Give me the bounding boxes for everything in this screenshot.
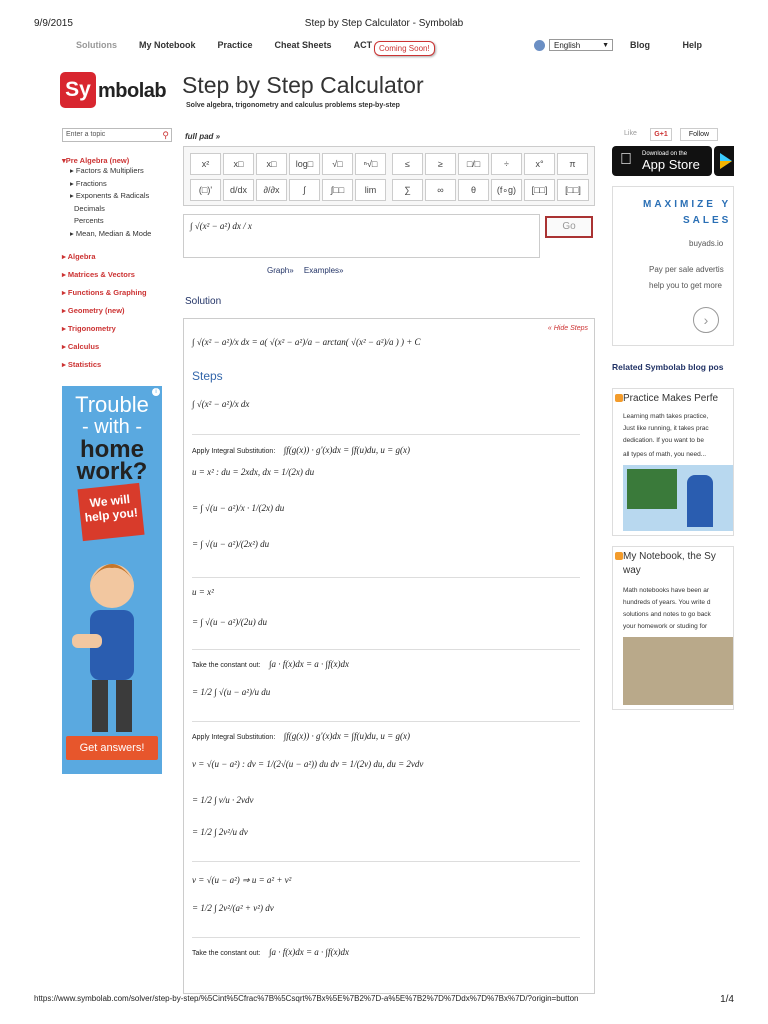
app-store-small: Download on the (642, 151, 688, 157)
sidebar-item-trigonometry[interactable]: ▸ Trigonometry (62, 324, 116, 333)
sidebar-subitem-percents[interactable]: Percents (74, 216, 104, 225)
search-icon[interactable]: ⚲ (162, 130, 169, 140)
ad-headline-2: SALES (683, 215, 732, 226)
sidebar-item-functions[interactable]: ▸ Functions & Graphing (62, 288, 147, 297)
solution-panel (183, 318, 595, 994)
solution-label: Solution (185, 296, 222, 307)
key-matrix[interactable]: [□□] (524, 179, 555, 201)
key-log[interactable]: log□ (289, 153, 320, 175)
blog-card-notebook[interactable] (612, 546, 734, 710)
step-row (192, 659, 349, 669)
key-composition[interactable]: (f∘g) (491, 179, 522, 201)
step-row: v = √(u − a²) : dv = 1/(2√(u − a²)) du dv = 1/(2v) du, du = 2vdv (192, 759, 424, 769)
sidebar-item-calculus[interactable]: ▸ Calculus (62, 342, 100, 351)
sidebar (62, 150, 180, 369)
page-subtitle: Solve algebra, trigonometry and calculus problems step-by-step (186, 102, 400, 109)
ad-line-2: - with - (82, 416, 142, 438)
follow-button[interactable]: Follow (680, 128, 718, 141)
ad-desc-2: help you to get more (649, 281, 722, 290)
step-row: = ∫ √(u − a²)/(2x²) du (192, 539, 270, 549)
ad-desc-1: Pay per sale advertis (649, 265, 724, 274)
blog-card-line: your homework or studing for (623, 623, 708, 630)
step-note: Apply Integral Substitution: (192, 734, 276, 741)
step-divider (192, 861, 580, 862)
topic-search-placeholder: Enter a topic (66, 131, 106, 138)
page-title: Step by Step Calculator (182, 72, 424, 98)
step-row: = 1/2 ∫ v/u · 2vdv (192, 795, 254, 805)
step-formula: ∫a · f(x)dx = a · ∫f(x)dx (269, 947, 349, 957)
ad-info-icon[interactable]: i (152, 388, 160, 396)
print-header (34, 18, 734, 30)
step-note: Take the constant out: (192, 662, 261, 669)
key-divide[interactable]: ÷ (491, 153, 522, 175)
sidebar-item-algebra[interactable]: ▸ Algebra (62, 252, 96, 261)
ad-headline-1: MAXIMIZE Y (643, 199, 732, 210)
right-nav (630, 40, 732, 50)
sidebar-subitem-fractions[interactable]: ▸ Fractions (70, 178, 107, 188)
step-row: u = x² (192, 587, 214, 597)
print-page-number: 1/4 (720, 994, 734, 1005)
print-title: Step by Step Calculator - Symbolab (304, 18, 464, 29)
step-row: = ∫ √(u − a²)/(2u) du (192, 617, 267, 627)
app-store-large: App Store (642, 157, 700, 172)
language-select[interactable] (549, 39, 613, 51)
key-nth-root[interactable]: ⁿ√□ (355, 153, 386, 175)
nav-practice[interactable]: Practice (217, 40, 253, 50)
play-icon (714, 146, 734, 176)
expression-input[interactable] (183, 214, 540, 258)
logo-wordmark[interactable]: mbolab (98, 80, 167, 102)
ad-line-1: Trouble (75, 392, 149, 417)
step-note: Apply Integral Substitution: (192, 448, 276, 455)
step-note: Take the constant out: (192, 950, 261, 957)
sidebar-subitem-factors[interactable]: ▸ Factors & Multipliers (70, 166, 144, 175)
step-row: = 1/2 ∫ 2v²/u dv (192, 827, 248, 837)
blog-card-title[interactable]: Practice Makes Perfe (623, 393, 719, 404)
blog-card-title-cont[interactable]: way (623, 565, 641, 576)
logo-mark[interactable]: Sy (60, 72, 96, 108)
homework-ad[interactable] (62, 386, 162, 774)
ad-line-3: home (79, 436, 144, 463)
nav-help[interactable]: Help (682, 40, 703, 50)
key-derivative-prime[interactable]: (□)' (190, 179, 221, 201)
key-pi[interactable]: π (557, 153, 588, 175)
nav-solutions[interactable]: Solutions (76, 40, 117, 50)
sidebar-subitem-mean-median-mode[interactable]: ▸ Mean, Median & Mode (70, 228, 152, 238)
step-divider (192, 577, 580, 578)
blog-card-title[interactable]: My Notebook, the Sy (623, 551, 716, 562)
result-links (267, 266, 352, 275)
language-value: English (554, 41, 581, 50)
key-definite-integral[interactable]: ∫□□ (322, 179, 353, 201)
key-x-subscript[interactable]: x□ (256, 153, 287, 175)
full-pad-link[interactable]: full pad » (185, 132, 221, 141)
key-d-dx[interactable]: d/dx (223, 179, 254, 201)
get-answers-button[interactable]: Get answers! (66, 736, 158, 760)
topic-search-input[interactable] (62, 128, 172, 142)
nav-blog[interactable]: Blog (630, 40, 650, 50)
top-nav (76, 40, 394, 56)
blog-card-line: dedication. If you want to be (623, 437, 704, 444)
key-sqrt[interactable]: √□ (322, 153, 353, 175)
sidebar-item-pre-algebra[interactable]: ▾Pre Algebra (new) (62, 156, 130, 165)
key-matrix-large[interactable]: [□□] (557, 179, 589, 201)
ad-badge: We will help you! (77, 483, 144, 541)
blog-card-line: Learning math takes practice, (623, 413, 709, 420)
language-picker[interactable] (534, 39, 613, 51)
nav-act[interactable]: ACT (353, 40, 373, 50)
blogger-icon (615, 552, 623, 560)
sidebar-item-geometry[interactable]: ▸ Geometry (new) (62, 306, 125, 315)
dropdown-caret-icon: ▼ (602, 42, 609, 49)
step-row (192, 731, 410, 741)
step-row: = 1/2 ∫ √(u − a²)/u du (192, 687, 271, 697)
go-button[interactable]: Go (545, 216, 593, 238)
ad-line-4: work? (76, 458, 148, 485)
blog-card-practice[interactable] (612, 388, 734, 536)
boy-illustration (72, 546, 152, 732)
key-limit[interactable]: lim (355, 179, 386, 201)
coming-soon-badge: Coming Soon! (374, 41, 435, 56)
step-row: ∫ √(x² − a²)/x dx (192, 399, 250, 409)
chevron-right-icon[interactable]: › (693, 307, 719, 333)
sidebar-subitem-decimals[interactable]: Decimals (74, 203, 105, 213)
sidebar-item-matrices[interactable]: ▸ Matrices & Vectors (62, 270, 135, 279)
examples-link[interactable]: Examples» (303, 266, 344, 275)
teacher-figure (687, 475, 713, 527)
sidebar-item-statistics[interactable]: ▸ Statistics (62, 360, 102, 369)
print-url: https://www.symbolab.com/solver/step-by-step/%5Cint%5Cfrac%7B%5Csqrt%7Bx%5E%7B2%7D-a%5E%7B2%7D%7Ddx%7D%7Bx%7D/?origin=button (34, 994, 579, 1003)
print-footer (34, 994, 734, 1006)
related-blog-heading: Related Symbolab blog pos (612, 362, 724, 372)
key-theta[interactable]: θ (458, 179, 489, 201)
step-row (192, 445, 410, 455)
apple-icon (620, 151, 632, 169)
step-formula: ∫f(g(x)) · g'(x)dx = ∫f(u)du, u = g(x) (283, 445, 410, 455)
step-row: u = x² : du = 2xdx, dx = 1/(2x) du (192, 467, 315, 477)
step-divider (192, 434, 580, 435)
app-store-badge[interactable] (612, 146, 712, 176)
globe-icon (534, 40, 545, 51)
blog-card-line: Math notebooks have been ar (623, 587, 710, 594)
notebook-image (623, 637, 734, 705)
key-leq[interactable]: ≤ (392, 153, 423, 175)
key-x-power[interactable]: x□ (223, 153, 254, 175)
google-plus-button[interactable]: G+1 (650, 128, 672, 141)
step-divider (192, 721, 580, 722)
key-sum[interactable]: ∑ (392, 179, 423, 201)
steps-heading: Steps (192, 369, 223, 383)
step-row (192, 947, 349, 957)
nav-my-notebook[interactable]: My Notebook (139, 40, 196, 50)
ad-source: buyads.io (689, 239, 724, 248)
blog-card-line: hundreds of years. You write d (623, 599, 711, 606)
key-x-squared[interactable]: x² (190, 153, 221, 175)
google-play-badge[interactable] (714, 146, 734, 176)
like-button[interactable]: Like (624, 130, 637, 137)
step-formula: ∫f(g(x)) · g'(x)dx = ∫f(u)du, u = g(x) (283, 731, 410, 741)
step-row: = ∫ √(u − a²)/x · 1/(2x) du (192, 503, 285, 513)
buyads-ad[interactable] (612, 186, 734, 346)
hide-steps-link[interactable]: « Hide Steps (547, 325, 588, 332)
step-formula: ∫a · f(x)dx = a · ∫f(x)dx (269, 659, 349, 669)
key-partial[interactable]: ∂/∂x (256, 179, 287, 201)
graph-link[interactable]: Graph» (267, 266, 294, 275)
step-row: = 1/2 ∫ 2v²/(a² + v²) dv (192, 903, 274, 913)
final-answer: ∫ √(x² − a²)/x dx = a( √(x² − a²)/a − arctan( √(x² − a²)/a ) ) + C (192, 337, 421, 347)
key-geq[interactable]: ≥ (425, 153, 456, 175)
blog-card-image (623, 465, 734, 531)
chalkboard-image (627, 469, 677, 509)
nav-cheat-sheets[interactable]: Cheat Sheets (274, 40, 332, 50)
blog-card-line: solutions and notes to go back (623, 611, 711, 618)
key-integral[interactable]: ∫ (289, 179, 320, 201)
sidebar-subitem-exponents[interactable]: ▸ Exponents & Radicals (70, 191, 150, 200)
key-degree[interactable]: x° (524, 153, 555, 175)
print-date: 9/9/2015 (34, 18, 73, 29)
blogger-icon (615, 394, 623, 402)
math-keypad (183, 146, 595, 206)
blog-card-line: Just like running, it takes prac (623, 425, 709, 432)
blog-card-line: all types of math, you need... (623, 451, 707, 458)
step-divider (192, 649, 580, 650)
step-divider (192, 937, 580, 938)
key-infinity[interactable]: ∞ (425, 179, 456, 201)
expression-value: ∫ √(x² − a²) dx / x (190, 221, 252, 231)
step-row: v = √(u − a²) ⇒ u = a² + v² (192, 875, 292, 885)
key-fraction[interactable]: □/□ (458, 153, 489, 175)
